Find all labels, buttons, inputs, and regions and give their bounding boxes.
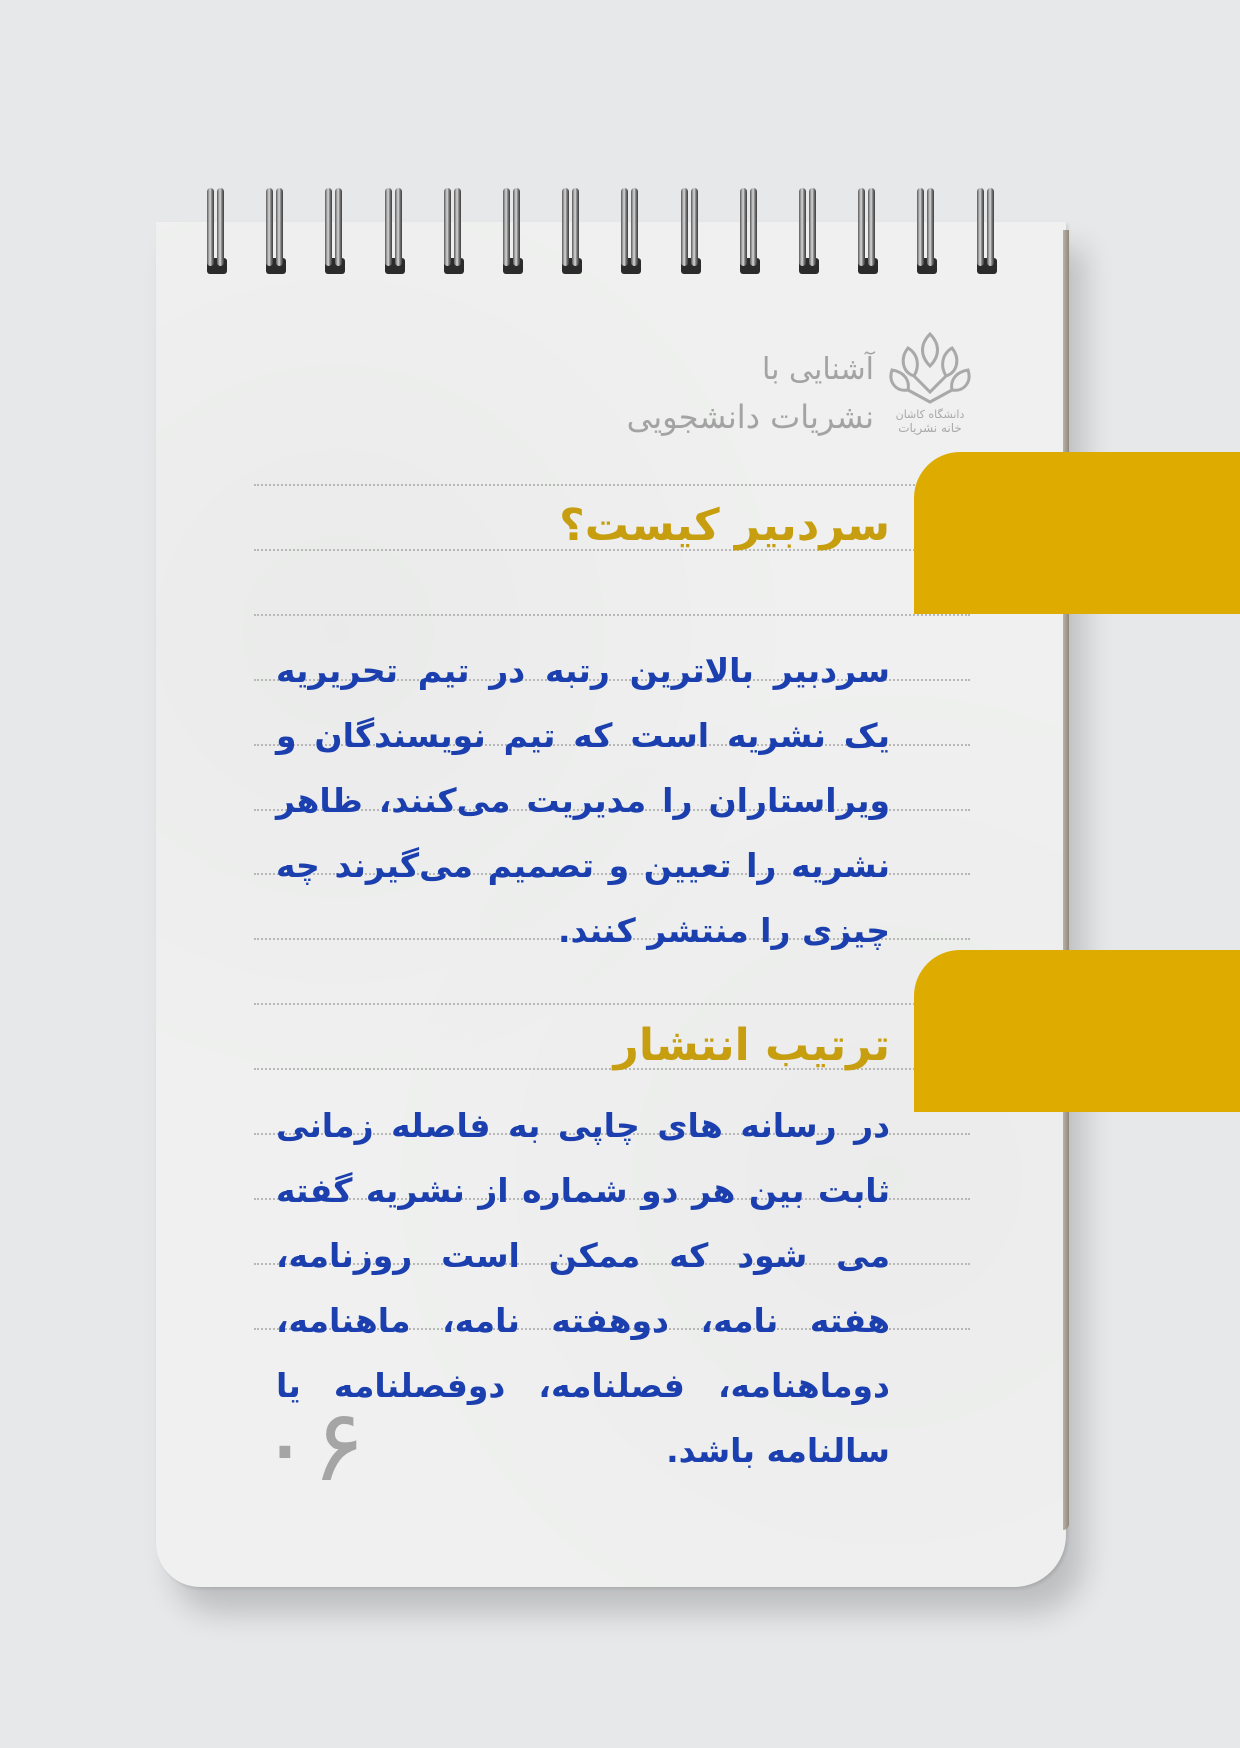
spiral-ring <box>322 188 348 274</box>
spiral-ring <box>559 188 585 274</box>
spiral-ring <box>974 188 1000 274</box>
spiral-ring <box>500 188 526 274</box>
ruled-line <box>254 484 970 486</box>
branding-line-2: نشریات دانشجویی <box>626 398 874 436</box>
accent-tab-2 <box>914 950 1240 1112</box>
section-title-frequency: ترتیب انتشار <box>613 1020 890 1071</box>
spiral-ring <box>382 188 408 274</box>
branding-line-1: آشنایی با <box>761 352 874 387</box>
spiral-ring <box>263 188 289 274</box>
ruled-line <box>254 614 970 616</box>
accent-tab-1 <box>914 452 1240 614</box>
spiral-binding <box>204 188 1024 278</box>
section-body-frequency: در رسانه های چاپی به فاصله زمانی ثابت بین هر دو شماره از نشریه گفته می شود که ممکن است روزنامه، هفته نامه، دوهفته نامه، ماهنامه، دوماهنامه، فصلنامه، دوفصلنامه یا سالنامه باشد. <box>276 1106 890 1470</box>
spiral-ring <box>204 188 230 274</box>
svg-text:دانشگاه کاشان: دانشگاه کاشان <box>895 408 965 421</box>
page-number: ۰۶ <box>258 1387 366 1504</box>
ruled-line <box>254 1003 970 1005</box>
spiral-ring <box>678 188 704 274</box>
lotus-emblem-icon <box>880 326 980 436</box>
svg-text:خانه نشریات: خانه نشریات <box>898 421 962 435</box>
spiral-ring <box>796 188 822 274</box>
page-edge <box>1063 230 1069 1530</box>
spiral-ring <box>855 188 881 274</box>
spiral-ring <box>737 188 763 274</box>
section-body-editor: سردبیر بالاترین رتبه در تیم تحریریه یک نشریه است که تیم نویسندگان و ویراستاران را مدیریت می‌کنند، ظاهر نشریه را تعیین و تصمیم می‌گیرند چه چیزی را منتشر کنند. <box>276 651 890 950</box>
section-title-editor: سردبیر کیست؟ <box>559 500 890 551</box>
spiral-ring <box>441 188 467 274</box>
spiral-ring <box>914 188 940 274</box>
spiral-ring <box>618 188 644 274</box>
